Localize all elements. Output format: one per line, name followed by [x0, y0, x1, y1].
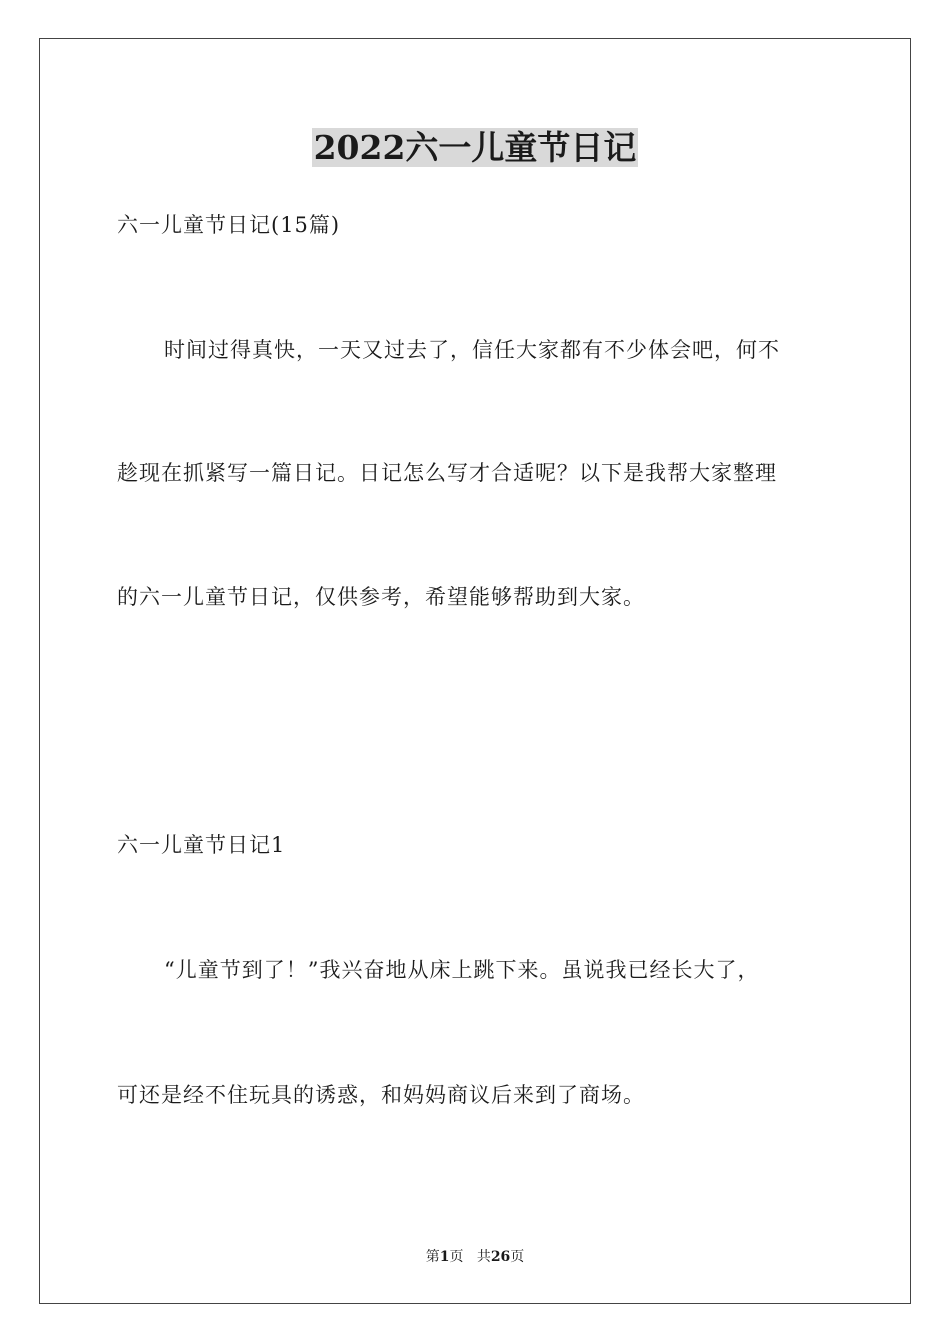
intro-line-3: 的六一儿童节日记，仅供参考，希望能够帮助到大家。	[117, 585, 645, 609]
intro-line-2: 趁现在抓紧写一篇日记。日记怎么写才合适呢？以下是我帮大家整理	[117, 461, 777, 485]
page-footer	[0, 1248, 950, 1266]
section-heading: 六一儿童节日记1	[117, 833, 286, 857]
footer-page-number: 1	[439, 1249, 450, 1265]
document-subtitle: 六一儿童节日记(15篇)	[117, 213, 341, 237]
footer-total-suffix: 页	[510, 1249, 525, 1265]
document-title	[0, 126, 950, 170]
footer-total-prefix: 共	[476, 1249, 491, 1265]
footer-page-prefix: 第	[425, 1249, 440, 1265]
body-line-2: 可还是经不住玩具的诱惑，和妈妈商议后来到了商场。	[117, 1083, 645, 1107]
document-title-text: 2022六一儿童节日记	[313, 128, 637, 167]
footer-page-suffix: 页	[449, 1249, 464, 1265]
footer-total-pages: 26	[490, 1249, 511, 1265]
body-line-1: “儿童节到了！”我兴奋地从床上跳下来。虽说我已经长大了，	[164, 958, 760, 982]
intro-line-1: 时间过得真快，一天又过去了，信任大家都有不少体会吧，何不	[164, 338, 780, 362]
